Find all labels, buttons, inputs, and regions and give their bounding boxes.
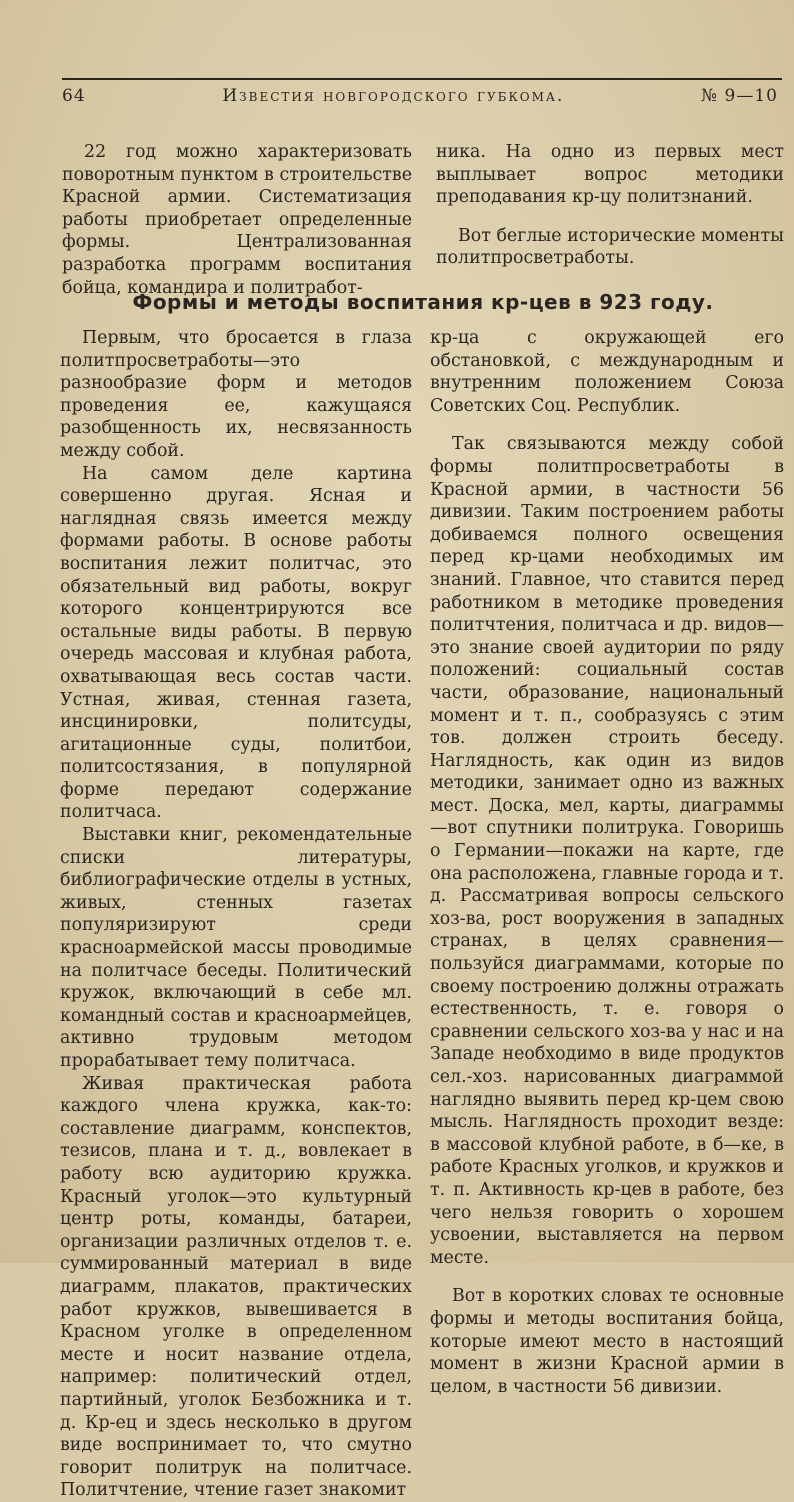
paragraph: Первым, что бросается в глаза политпросветработы—это разнообразие форм и методов проведения ее, кажущаяся разобщенность их, несвязанность между собой. — [60, 328, 412, 461]
journal-title: Известия новгородского губкома. — [222, 86, 565, 106]
issue-number: № 9—10 — [701, 86, 778, 106]
running-header — [62, 86, 778, 112]
paragraph: Живая практическая работа каждого члена кружка, как-то: составление диаграмм, конспектов, тезисов, плана и т. д., вовлекает в работу всю аудиторию кружка. Красный уголок—это культурный центр роты, команды, батареи, организации различных отделов т. е. суммированный материал в виде диаграмм, плакатов, практических работ кружков, вывешивается в Красном уголке в определенном месте и носит название отдела, например: политический отдел, партийный, уголок Безбожника и т. д. Кр-ец и здесь несколько в другом виде воспринимает то, что смутно говорит политрук на политчасе. Политчтение, чтение газет знакомит — [60, 1073, 412, 1501]
paragraph: кр-ца с окружающей его обстановкой, с международным и внутренним положением Союза Советских Соц. Республик. — [430, 328, 784, 416]
top-right-column — [436, 141, 784, 270]
article-heading: Формы и методы воспитания кр-цев в 923 году. — [132, 290, 714, 314]
paragraph: На самом деле картина совершенно другая. Ясная и наглядная связь имеется между формами работы. В основе работы воспитания лежит политчас, это обязательный вид работы, вокруг которого концентрируются все остальные виды работы. В первую очередь массовая и клубная работа, охватывающая весь состав части. Устная, живая, стенная газета, инсцинировки, политсуды, агитационные суды, политбои, политсостязания, в популярной форме передают содержание политчаса. — [60, 463, 412, 823]
article-left-column — [60, 327, 412, 1502]
header-rule — [62, 78, 782, 80]
paragraph: Выставки книг, рекомендательные списки литературы, библиографические отделы в устных, живых, стенных газетах популяризируют среди красноармейской массы проводимые на политчасе беседы. Политический кружок, включающий в себе мл. командный состав и красноармейцев, активно трудовым методом прорабатывает тему политчаса. — [60, 825, 412, 1071]
paragraph: Так связываются между собой формы политпросветработы в Красной армии, в частности 56 дивизии. Таким построением работы добиваемся полного освещения перед кр-цами необходимых им знаний. Главное, что ставится перед работником в методике проведения политчтения, политчаса и др. видов—это знание своей аудитории по ряду положений: социальный состав части, образование, национальный момент и т. п., сообразуясь с этим тов. должен строить беседу. Наглядность, как один из видов методики, занимает одно из важных мест. Доска, мел, карты, диаграммы—вот спутники политрука. Говоришь о Германии—покажи на карте, где она расположена, главные города и т. д. Рассматривая вопросы сельского хоз-ва, рост вооружения в западных странах, в целях сравнения—пользуйся диаграммами, которые по своему построению должны отражать естественность, т. е. говоря о сравнении сельского хоз-ва у нас и на Западе необходимо в виде продуктов сел.-хоз. нарисованных диаграммой наглядно выявить перед кр-цем свою мысль. Наглядность проходит везде: в массовой клубной работе, в б—ке, в работе Красных уголков, и кружков и т. п. Активность кр-цев в работе, без чего нельзя говорить о хорошем усвоении, выставляется на первом месте. — [430, 434, 784, 1268]
paragraph: 22 год можно характеризовать поворотным пунктом в строительстве Красной армии. Систематизация работы приобретает определенные формы. Централизованная разработка программ воспитания бойца, командира и политработ- — [62, 142, 412, 298]
paragraph: Вот беглые исторические моменты политпросветработы. — [436, 225, 784, 269]
page-number: 64 — [62, 86, 86, 106]
article-right-column — [430, 327, 784, 1398]
paragraph: ника. На одно из первых мест выплывает вопрос методики преподавания кр-цу политзнаний. — [436, 142, 784, 208]
top-left-column — [62, 141, 412, 299]
paragraph: Вот в коротких словах те основные формы и методы воспитания бойца, которые имеют место в настоящий момент в жизни Красной армии в целом, в частности 56 дивизии. — [430, 1286, 784, 1397]
